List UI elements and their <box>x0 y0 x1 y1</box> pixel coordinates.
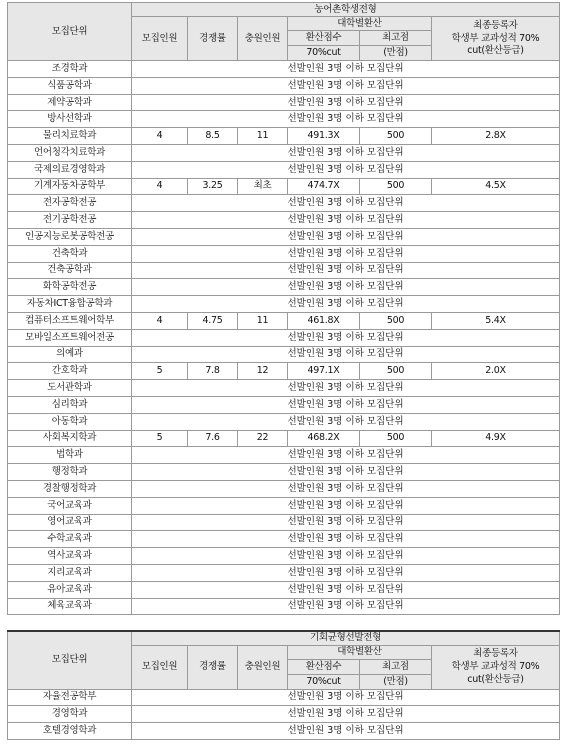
unit-cell: 물리치료학과 <box>8 128 132 145</box>
header-final-line1: 최종등록자 <box>473 648 518 660</box>
merged-note: 선발인원 3명 이하 모집단위 <box>288 564 560 581</box>
header-competition: 경쟁률 <box>188 17 238 61</box>
unit-cell: 자율전공학부 <box>8 689 132 706</box>
blank-cell <box>132 413 288 430</box>
grade-cell: 4.9X <box>432 430 560 447</box>
unit-cell: 자동차ICT융합공학과 <box>8 296 132 313</box>
unit-cell: 국어교육과 <box>8 497 132 514</box>
unit-cell: 인공지능로봇공학전공 <box>8 228 132 245</box>
unit-cell: 간호학과 <box>8 363 132 380</box>
table-row <box>8 706 560 723</box>
unit-cell: 체육교육과 <box>8 598 132 615</box>
blank-cell <box>132 228 288 245</box>
table-row <box>8 161 560 178</box>
merged-note: 선발인원 3명 이하 모집단위 <box>288 531 560 548</box>
unit-cell: 컴퓨터소프트웨어학부 <box>8 312 132 329</box>
header-final-line1: 최종등록자 <box>473 19 518 31</box>
merged-note: 선발인원 3명 이하 모집단위 <box>288 598 560 615</box>
quota-cell: 5 <box>132 363 188 380</box>
blank-cell <box>132 195 288 212</box>
unit-cell: 전기공학전공 <box>8 212 132 229</box>
header-quota: 모집인원 <box>132 645 188 689</box>
table-row <box>8 430 560 447</box>
merged-note: 선발인원 3명 이하 모집단위 <box>288 161 560 178</box>
header-unit: 모집단위 <box>8 631 132 689</box>
table-row <box>8 245 560 262</box>
blank-cell <box>132 161 288 178</box>
table-row <box>8 447 560 464</box>
blank-cell <box>132 564 288 581</box>
merged-note: 선발인원 3명 이하 모집단위 <box>288 689 560 706</box>
table-row <box>8 228 560 245</box>
merged-note: 선발인원 3명 이하 모집단위 <box>288 706 560 723</box>
blank-cell <box>132 581 288 598</box>
score-cell: 468.2X <box>288 430 360 447</box>
blank-cell <box>132 61 288 78</box>
table-row <box>8 548 560 565</box>
unit-cell: 제약공학과 <box>8 94 132 111</box>
merged-note: 선발인원 3명 이하 모집단위 <box>288 279 560 296</box>
unit-cell: 수학교육과 <box>8 531 132 548</box>
blank-cell <box>132 723 288 740</box>
blank-cell <box>132 480 288 497</box>
header-final-grade <box>432 645 560 689</box>
blank-cell <box>132 548 288 565</box>
table-row <box>8 329 560 346</box>
unit-cell: 조경학과 <box>8 61 132 78</box>
header-max-score: 최고점 <box>360 31 432 46</box>
header-max-note: (만점) <box>360 674 432 689</box>
waitlist-cell: 11 <box>238 312 288 329</box>
header-waitlist: 충원인원 <box>238 645 288 689</box>
competition-cell: 3.25 <box>188 178 238 195</box>
max-cell: 500 <box>360 128 432 145</box>
table-row <box>8 212 560 229</box>
blank-cell <box>132 514 288 531</box>
merged-note: 선발인원 3명 이하 모집단위 <box>288 514 560 531</box>
merged-note: 선발인원 3명 이하 모집단위 <box>288 396 560 413</box>
score-cell: 461.8X <box>288 312 360 329</box>
blank-cell <box>132 144 288 161</box>
section2-title: 기회균형선발전형 <box>132 631 560 645</box>
blank-cell <box>132 94 288 111</box>
unit-cell: 건축학과 <box>8 245 132 262</box>
merged-note: 선발인원 3명 이하 모집단위 <box>288 464 560 481</box>
merged-note: 선발인원 3명 이하 모집단위 <box>288 94 560 111</box>
merged-note: 선발인원 3명 이하 모집단위 <box>288 447 560 464</box>
table-row <box>8 262 560 279</box>
unit-cell: 기계자동차공학부 <box>8 178 132 195</box>
unit-cell: 법학과 <box>8 447 132 464</box>
header-converted-cut: 70%cut <box>288 46 360 61</box>
table-row <box>8 178 560 195</box>
header-unit: 모집단위 <box>8 3 132 61</box>
blank-cell <box>132 598 288 615</box>
merged-note: 선발인원 3명 이하 모집단위 <box>288 111 560 128</box>
unit-cell: 행정학과 <box>8 464 132 481</box>
table-row <box>8 413 560 430</box>
quota-cell: 4 <box>132 312 188 329</box>
section2-table <box>7 630 560 740</box>
table-row <box>8 723 560 740</box>
header-max-note: (만점) <box>360 46 432 61</box>
unit-cell: 건축공학과 <box>8 262 132 279</box>
merged-note: 선발인원 3명 이하 모집단위 <box>288 245 560 262</box>
blank-cell <box>132 380 288 397</box>
score-cell: 474.7X <box>288 178 360 195</box>
unit-cell: 아동학과 <box>8 413 132 430</box>
unit-cell: 의예과 <box>8 346 132 363</box>
blank-cell <box>132 296 288 313</box>
waitlist-cell: 11 <box>238 128 288 145</box>
header-waitlist: 충원인원 <box>238 17 288 61</box>
section2-body <box>8 689 560 739</box>
merged-note: 선발인원 3명 이하 모집단위 <box>288 346 560 363</box>
unit-cell: 식품공학과 <box>8 77 132 94</box>
header-converted-score: 환산점수 <box>288 659 360 674</box>
merged-note: 선발인원 3명 이하 모집단위 <box>288 262 560 279</box>
table-row <box>8 480 560 497</box>
table-row <box>8 144 560 161</box>
unit-cell: 모바일소프트웨어전공 <box>8 329 132 346</box>
score-cell: 491.3X <box>288 128 360 145</box>
table-row <box>8 77 560 94</box>
score-cell: 497.1X <box>288 363 360 380</box>
merged-note: 선발인원 3명 이하 모집단위 <box>288 723 560 740</box>
table-row <box>8 514 560 531</box>
merged-note: 선발인원 3명 이하 모집단위 <box>288 195 560 212</box>
table-row <box>8 497 560 514</box>
unit-cell: 역사교육과 <box>8 548 132 565</box>
table-row <box>8 312 560 329</box>
header-final-line2: 학생부 교과성적 70% <box>451 661 540 673</box>
blank-cell <box>132 531 288 548</box>
unit-cell: 영어교육과 <box>8 514 132 531</box>
unit-cell: 경찰행정학과 <box>8 480 132 497</box>
blank-cell <box>132 245 288 262</box>
blank-cell <box>132 706 288 723</box>
table-row <box>8 61 560 78</box>
blank-cell <box>132 497 288 514</box>
blank-cell <box>132 329 288 346</box>
blank-cell <box>132 77 288 94</box>
unit-cell: 방사선학과 <box>8 111 132 128</box>
max-cell: 500 <box>360 312 432 329</box>
header-final-grade <box>432 17 560 61</box>
table-row <box>8 689 560 706</box>
blank-cell <box>132 689 288 706</box>
header-final-line3: cut(환산등급) <box>467 45 524 57</box>
blank-cell <box>132 346 288 363</box>
grade-cell: 4.5X <box>432 178 560 195</box>
table-row <box>8 111 560 128</box>
table-row <box>8 346 560 363</box>
blank-cell <box>132 212 288 229</box>
merged-note: 선발인원 3명 이하 모집단위 <box>288 480 560 497</box>
header-final-line2: 학생부 교과성적 70% <box>451 32 540 44</box>
max-cell: 500 <box>360 178 432 195</box>
merged-note: 선발인원 3명 이하 모집단위 <box>288 212 560 229</box>
section1-title: 농어촌학생전형 <box>132 3 560 17</box>
merged-note: 선발인원 3명 이하 모집단위 <box>288 497 560 514</box>
competition-cell: 7.6 <box>188 430 238 447</box>
table-row <box>8 396 560 413</box>
table-row <box>8 581 560 598</box>
unit-cell: 언어청각치료학과 <box>8 144 132 161</box>
header-converted-score: 환산점수 <box>288 31 360 46</box>
unit-cell: 국제의료경영학과 <box>8 161 132 178</box>
table-row <box>8 296 560 313</box>
unit-cell: 호텔경영학과 <box>8 723 132 740</box>
unit-cell: 유아교육과 <box>8 581 132 598</box>
table-row <box>8 380 560 397</box>
table-row <box>8 94 560 111</box>
merged-note: 선발인원 3명 이하 모집단위 <box>288 296 560 313</box>
blank-cell <box>132 447 288 464</box>
unit-cell: 경영학과 <box>8 706 132 723</box>
waitlist-cell: 22 <box>238 430 288 447</box>
header-converted-cut: 70%cut <box>288 674 360 689</box>
section1-table <box>7 2 560 615</box>
quota-cell: 5 <box>132 430 188 447</box>
merged-note: 선발인원 3명 이하 모집단위 <box>288 61 560 78</box>
header-conversion: 대학별환산 <box>288 645 432 659</box>
grade-cell: 5.4X <box>432 312 560 329</box>
table-row <box>8 363 560 380</box>
blank-cell <box>132 262 288 279</box>
quota-cell: 4 <box>132 128 188 145</box>
table-row <box>8 564 560 581</box>
unit-cell: 화학공학전공 <box>8 279 132 296</box>
section1-body <box>8 61 560 615</box>
table-row <box>8 464 560 481</box>
waitlist-cell: 12 <box>238 363 288 380</box>
table-row <box>8 128 560 145</box>
max-cell: 500 <box>360 430 432 447</box>
table-row <box>8 531 560 548</box>
merged-note: 선발인원 3명 이하 모집단위 <box>288 413 560 430</box>
table-row <box>8 279 560 296</box>
unit-cell: 지리교육과 <box>8 564 132 581</box>
grade-cell: 2.0X <box>432 363 560 380</box>
merged-note: 선발인원 3명 이하 모집단위 <box>288 228 560 245</box>
merged-note: 선발인원 3명 이하 모집단위 <box>288 329 560 346</box>
blank-cell <box>132 396 288 413</box>
competition-cell: 4.75 <box>188 312 238 329</box>
header-final-line3: cut(환산등급) <box>467 673 524 685</box>
merged-note: 선발인원 3명 이하 모집단위 <box>288 548 560 565</box>
quota-cell: 4 <box>132 178 188 195</box>
table-row <box>8 598 560 615</box>
max-cell: 500 <box>360 363 432 380</box>
waitlist-cell: 최초 <box>238 178 288 195</box>
header-quota: 모집인원 <box>132 17 188 61</box>
merged-note: 선발인원 3명 이하 모집단위 <box>288 77 560 94</box>
unit-cell: 도서관학과 <box>8 380 132 397</box>
table-row <box>8 195 560 212</box>
header-conversion: 대학별환산 <box>288 17 432 31</box>
competition-cell: 7.8 <box>188 363 238 380</box>
merged-note: 선발인원 3명 이하 모집단위 <box>288 581 560 598</box>
unit-cell: 심리학과 <box>8 396 132 413</box>
unit-cell: 사회복지학과 <box>8 430 132 447</box>
merged-note: 선발인원 3명 이하 모집단위 <box>288 380 560 397</box>
header-max-score: 최고점 <box>360 659 432 674</box>
blank-cell <box>132 111 288 128</box>
merged-note: 선발인원 3명 이하 모집단위 <box>288 144 560 161</box>
unit-cell: 전자공학전공 <box>8 195 132 212</box>
blank-cell <box>132 464 288 481</box>
blank-cell <box>132 279 288 296</box>
grade-cell: 2.8X <box>432 128 560 145</box>
header-competition: 경쟁률 <box>188 645 238 689</box>
competition-cell: 8.5 <box>188 128 238 145</box>
